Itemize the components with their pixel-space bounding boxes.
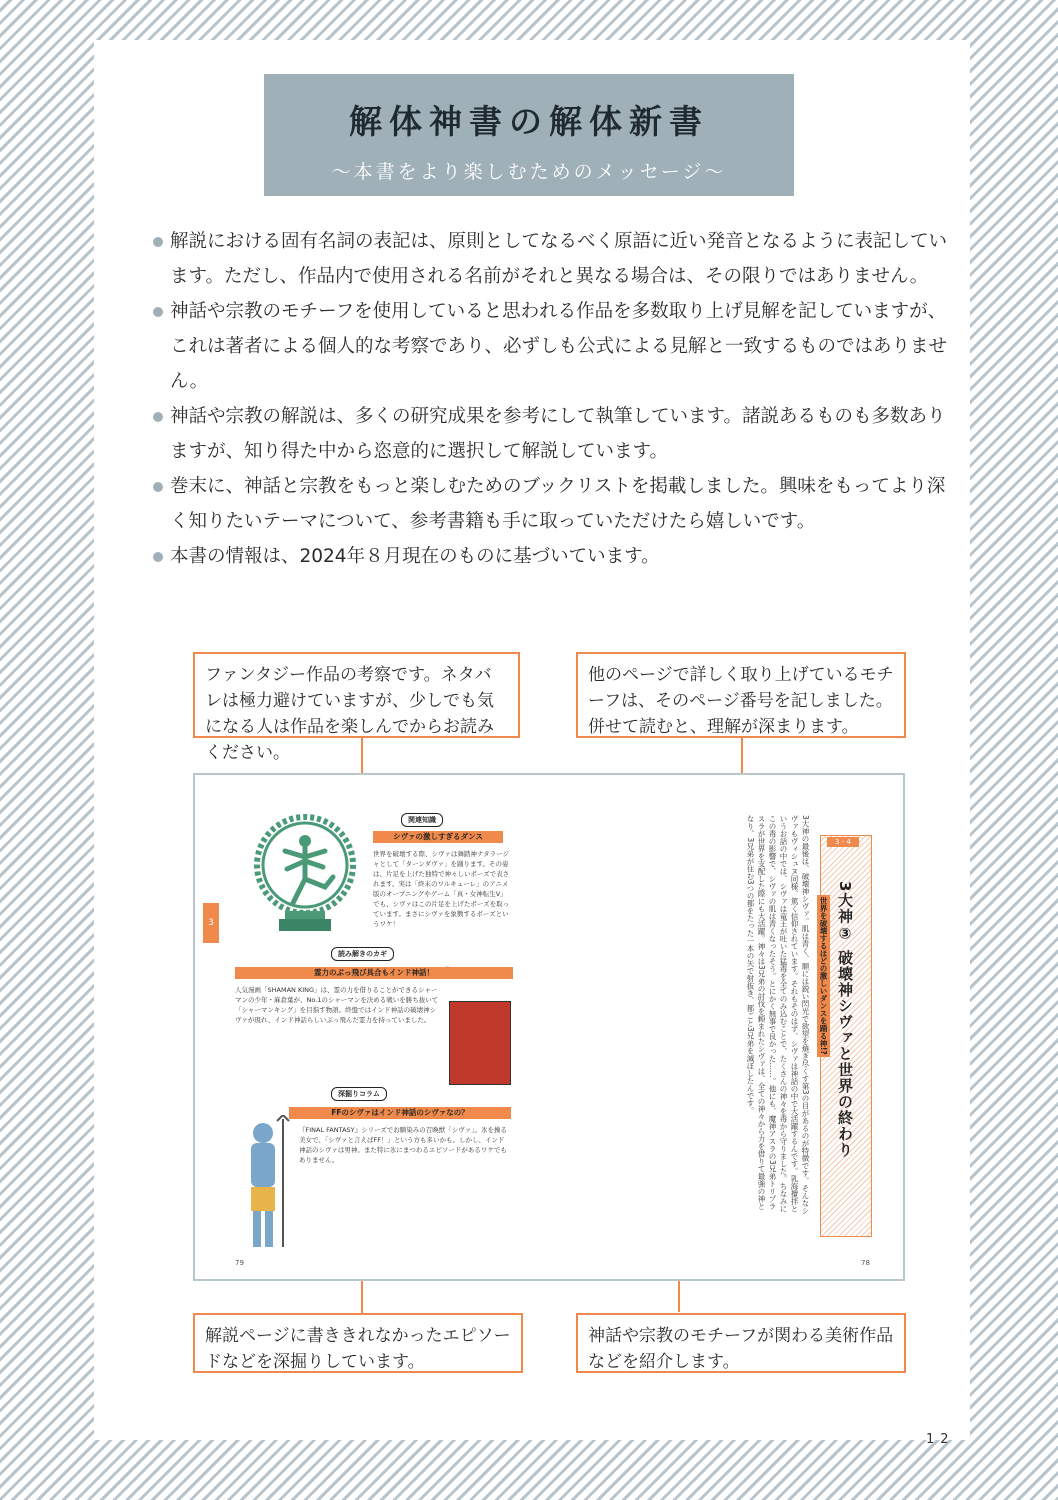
chapter-subtitle: 世界を破壊するほどの激しいダンスを踊る神!?	[819, 897, 828, 1055]
note-item: 解説における固有名詞の表記は、原則としてなるべく原語に近い発音となるように表記しています。ただし、作品内で使用される名前がそれと異なる場合は、その限りではありません。	[150, 224, 956, 294]
page-subtitle: 〜本書をより楽しむためのメッセージ〜	[331, 161, 727, 183]
callout-top-left: ファンタジー作品の考察です。ネタバレは極力避けていますが、少しでも気になる人は作品を楽しんでからお読みください。	[193, 652, 520, 738]
sample-spread	[193, 773, 905, 1281]
section-title: 霊力のぶっ飛び具合もインド神話！	[235, 967, 513, 979]
section-body: 世界を破壊する際、シヴァは舞踏神ナタラージャとして「ターンダヴァ」を踊ります。その姿は、片足を上げた独特で神々しいポーズで表されます。実は「終末のワルキューレ」のアニメ版のオープニングやゲーム「真・女神転生V」でも、シヴァはこの片足を上げたポーズを取っています。まさにシヴァを象徴するポーズというワケ！	[373, 850, 510, 928]
chapter-body: 3大神の最後は、破壊神シヴァ。肌は青く、額には鋭い閃光で欲望を焼き尽くす第3の目があるのが特徴です。そんなシヴァもヴィシュヌ同様、篤く信仰されています。それもそのはず、シヴァは神話の中で大活躍するんです。乳海攪拌というお話の中では、シヴァは竜王が吐いた猛毒を全てのみ込むことで、たくさんの神々を毒から守りました。ちなみにこの毒の影響で、シヴァの肌は青くなったそう。とにかく無事で良かった……。他にも、魔神アスラの3兄弟トリプラスラが世界を支配した際にも大活躍。神々は3兄弟の討伐を頼まれたシヴァは、全ての神々から力を借りて最強の神となり、3兄弟が住む3つの都をたった一本の矢で射抜き、都ごと3兄弟を滅ぼしたんです。	[746, 815, 810, 1215]
left-page-number: 79	[235, 1259, 244, 1267]
callout-bottom-left: 解説ページに書ききれなかったエピソードなどを深掘りしています。	[193, 1313, 523, 1373]
note-item: 巻末に、神話と宗教をもっと楽しむためのブックリストを掲載しました。興味をもってより深く知りたいテーマについて、参考書籍も手に取っていただけたら嬉しいです。	[150, 469, 956, 539]
section-label: 関連知識	[401, 813, 443, 827]
notes-list	[150, 224, 956, 574]
note-item: 神話や宗教の解説は、多くの研究成果を参考にして執筆しています。諸説あるものも多数ありますが、知り得た中から恣意的に選択して解説しています。	[150, 399, 956, 469]
left-page	[203, 785, 543, 1270]
right-page	[555, 785, 895, 1270]
section-body: 『FINAL FANTASY』シリーズでお馴染みの召喚獣「シヴァ」。氷を操る美女で、「シヴァと言えばFF！」という方も多いかも。しかし、インド神話のシヴァは男神。また特に氷にまつわるエピソードがあるワケでもありません。	[299, 1126, 507, 1164]
manga-cover-image	[449, 1001, 511, 1085]
chapter-number: 3 - 4	[827, 837, 859, 847]
right-page-number: 78	[861, 1259, 870, 1267]
callout-top-right: 他のページで詳しく取り上げているモチーフは、そのページ番号を記しました。併せて読むと、理解が深まります。	[576, 652, 906, 738]
section-label: 読み解きのカギ	[331, 947, 394, 961]
nataraja-statue-icon	[245, 807, 365, 937]
section-label: 深掘りコラム	[331, 1087, 387, 1101]
section-body: 人気漫画「SHAMAN KING」は、霊の力を借りることができるシャーマンの少年・麻倉葉が、No.1のシャーマンを決める戦いを勝ち抜いて「シャーマンキング」を目指す物語。終盤ではインド神話の破壊神シヴァが現れ、インド神話らしいぶっ飛んだ霊力を持っていました。	[235, 986, 439, 1024]
note-item: 神話や宗教のモチーフを使用していると思われる作品を多数取り上げ見解を記していますが、これは著者による個人的な考察であり、必ずしも公式による見解と一致するものではありません。	[150, 294, 956, 399]
shiva-figure-icon	[233, 1115, 293, 1255]
chapter-title: 3大神③ 破壊神シヴァと世界の終わり	[836, 881, 854, 1158]
section-title: シヴァの激しすぎるダンス	[373, 831, 503, 843]
page-number: 12	[926, 1432, 955, 1447]
note-item: 本書の情報は、2024年８月現在のものに基づいています。	[150, 539, 956, 574]
chapter-tab: 3	[203, 903, 219, 943]
section-title: FFのシヴァはインド神話のシヴァなの？	[289, 1107, 511, 1119]
title-banner	[264, 74, 794, 196]
callout-bottom-right: 神話や宗教のモチーフが関わる美術作品などを紹介します。	[576, 1313, 906, 1373]
page-title: 解体神書の解体新書	[349, 102, 709, 141]
